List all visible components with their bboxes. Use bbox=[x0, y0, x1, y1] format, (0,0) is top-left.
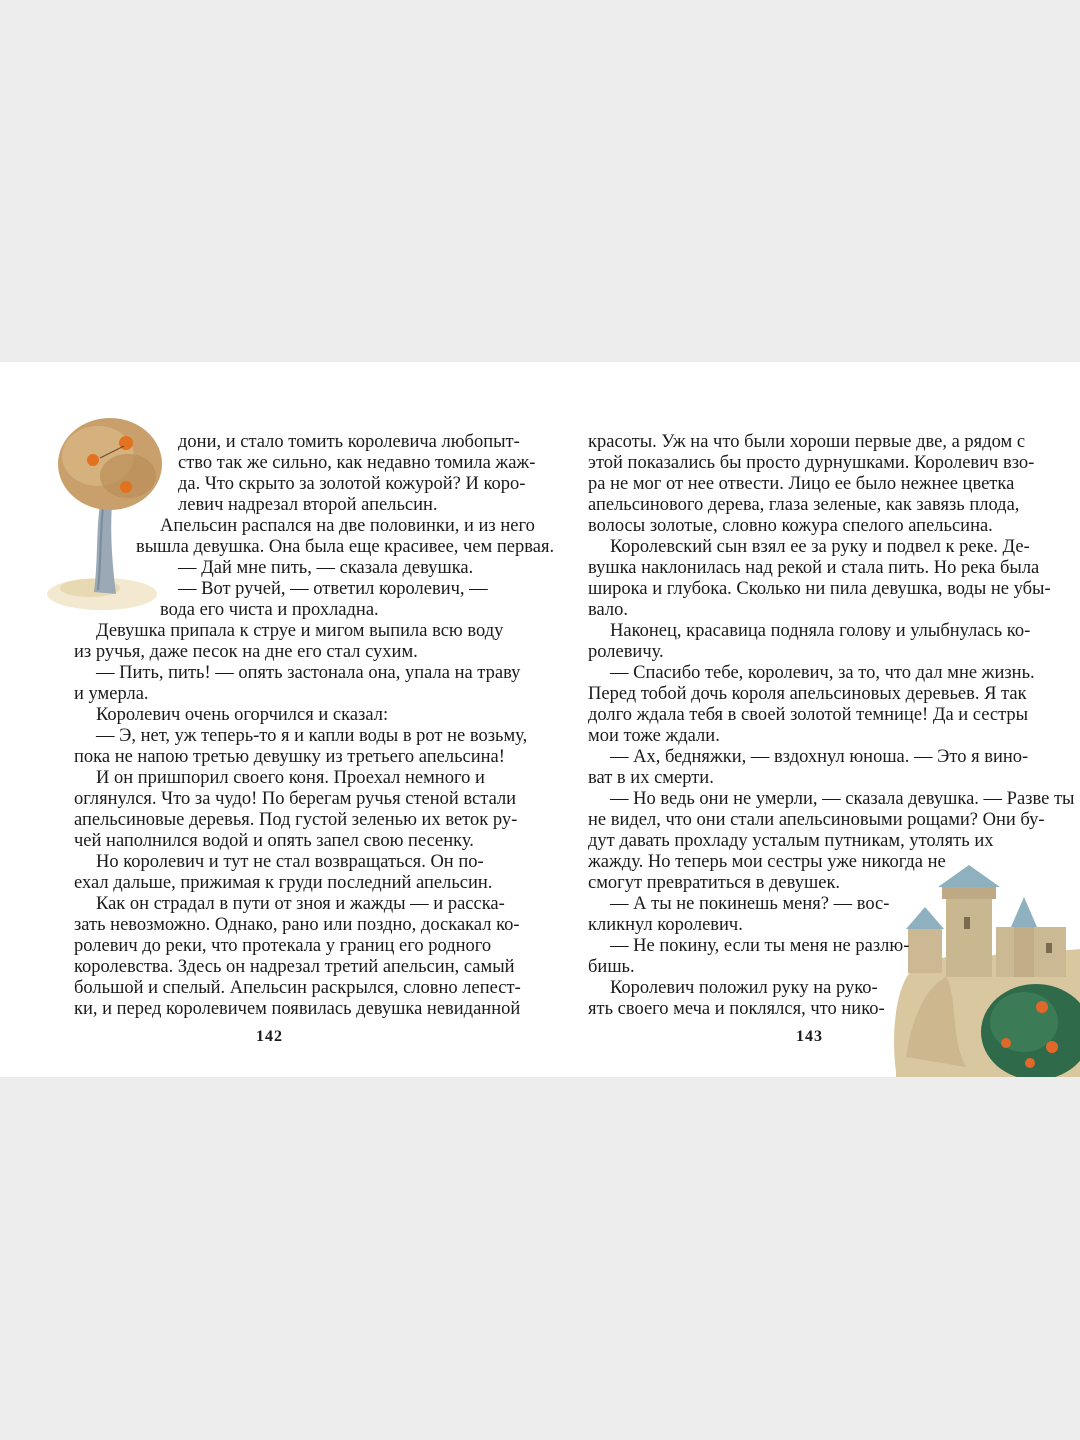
text-line: Но королевич и тут не стал возвращаться. Он по- bbox=[96, 852, 484, 872]
castle-illustration bbox=[886, 857, 1080, 1077]
text-line: жажду. Но теперь мои сестры уже никогда не bbox=[588, 852, 946, 872]
page-number: 143 bbox=[796, 1028, 823, 1045]
text-line: оглянулся. Что за чудо! По берегам ручья стеной встали bbox=[74, 789, 517, 809]
text-line: ролевич до реки, что протекала у границ его родного bbox=[74, 936, 492, 956]
text-line: красоты. Уж на что были хороши первые две, а рядом с bbox=[588, 432, 1026, 452]
text-line: Королевский сын взял ее за руку и подвел к реке. Де- bbox=[610, 537, 1030, 557]
text-line: вода его чиста и прохладна. bbox=[160, 600, 379, 620]
text-line: не видел, что они стали апельсиновыми рощами? Они бу- bbox=[588, 810, 1045, 830]
text-line: королевства. Здесь он надрезал третий апельсин, самый bbox=[74, 957, 515, 977]
text-line: апельсиновые деревья. Под густой зеленью их веток ру- bbox=[74, 810, 518, 830]
text-line: этой показались бы просто дурнушками. Королевич взо- bbox=[588, 453, 1035, 473]
text-line: Перед тобой дочь короля апельсиновых деревьев. Я так bbox=[588, 684, 1027, 704]
text-line: бишь. bbox=[588, 957, 635, 977]
text-line: волосы золотые, словно кожура спелого апельсина. bbox=[588, 516, 993, 536]
text-line: Королевич положил руку на руко- bbox=[610, 978, 878, 998]
text-line: дони, и стало томить королевича любопыт- bbox=[178, 432, 520, 452]
text-line: кликнул королевич. bbox=[588, 915, 743, 935]
text-line: — Э, нет, уж теперь-то я и капли воды в рот не возьму, bbox=[96, 726, 528, 746]
text-line: смогут превратиться в девушек. bbox=[588, 873, 841, 893]
text-line: долго ждала тебя в своей золотой темнице! Да и сестры bbox=[588, 705, 1029, 725]
text-line: — Пить, пить! — опять застонала она, упала на траву bbox=[96, 663, 521, 683]
text-line: из ручья, даже песок на дне его стал сухим. bbox=[74, 642, 418, 662]
text-line: Как он страдал в пути от зноя и жажды — и расска- bbox=[96, 894, 505, 914]
text-line: — А ты не покинешь меня? — вос- bbox=[610, 894, 890, 914]
text-line: — Спасибо тебе, королевич, за то, что дал мне жизнь. bbox=[610, 663, 1035, 683]
text-line: Королевич очень огорчился и сказал: bbox=[96, 705, 389, 725]
text-line: пока не напою третью девушку из третьего апельсина! bbox=[74, 747, 505, 767]
text-line: апельсинового дерева, глаза зеленые, как завязь плода, bbox=[588, 495, 1020, 515]
text-line: мои тоже ждали. bbox=[588, 726, 720, 746]
orange-tree-illustration bbox=[40, 412, 180, 612]
text-line: широка и глубока. Сколько ни пила девушка, воды не убы- bbox=[588, 579, 1051, 599]
text-line: зать невозможно. Однако, рано или поздно, доскакал ко- bbox=[74, 915, 520, 935]
text-line: Наконец, красавица подняла голову и улыбнулась ко- bbox=[610, 621, 1031, 641]
text-line: — Вот ручей, — ответил королевич, — bbox=[178, 579, 488, 599]
text-line: — Не покину, если ты меня не разлю- bbox=[610, 936, 910, 956]
text-line: большой и спелый. Апельсин раскрылся, словно лепест- bbox=[74, 978, 521, 998]
text-line: вышла девушка. Она была еще красивее, чем первая. bbox=[136, 537, 555, 557]
text-line: — Ах, бедняжки, — вздохнул юноша. — Это я вино- bbox=[610, 747, 1029, 767]
text-line: ство так же сильно, как недавно томила жаж- bbox=[178, 453, 536, 473]
text-line: вало. bbox=[588, 600, 628, 620]
text-line: — Но ведь они не умерли, — сказала девушка. — Разве ты bbox=[610, 789, 1075, 809]
text-line: Девушка припала к струе и мигом выпила всю воду bbox=[96, 621, 504, 641]
text-line: ехал дальше, прижимая к груди последний апельсин. bbox=[74, 873, 493, 893]
text-line: ки, и перед королевичем появилась девушка невиданной bbox=[74, 999, 521, 1019]
text-line: да. Что скрыто за золотой кожурой? И коро- bbox=[178, 474, 526, 494]
text-line: чей наполнился водой и опять запел свою песенку. bbox=[74, 831, 474, 851]
text-line: — Дай мне пить, — сказала девушка. bbox=[178, 558, 474, 578]
book-spread bbox=[0, 362, 1080, 1077]
text-line: и умерла. bbox=[74, 684, 149, 704]
text-line: И он пришпорил своего коня. Проехал немного и bbox=[96, 768, 485, 788]
text-line: ять своего меча и поклялся, что нико- bbox=[588, 999, 885, 1019]
text-line: Апельсин распался на две половинки, и из него bbox=[160, 516, 535, 536]
text-line: ват в их смерти. bbox=[588, 768, 714, 788]
page-number: 142 bbox=[256, 1028, 283, 1045]
text-line: вушка наклонилась над рекой и стала пить. Но река была bbox=[588, 558, 1040, 578]
text-line: ролевичу. bbox=[588, 642, 664, 662]
text-line: дут давать прохладу усталым путникам, утолять их bbox=[588, 831, 994, 851]
text-line: ра не мог от нее отвести. Лицо ее было нежнее цветка bbox=[588, 474, 1015, 494]
text-line: левич надрезал второй апельсин. bbox=[178, 495, 438, 515]
